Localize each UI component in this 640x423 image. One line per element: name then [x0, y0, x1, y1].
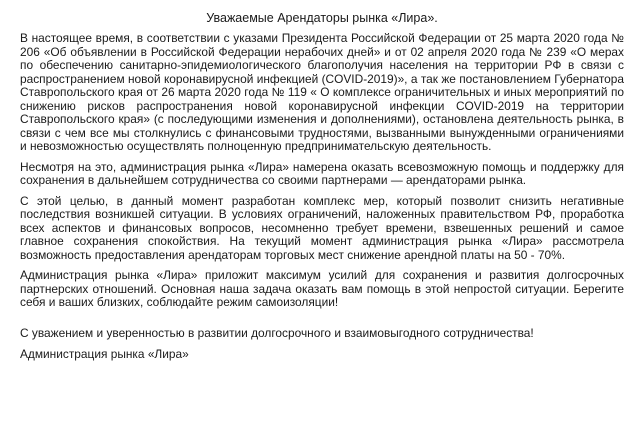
paragraph-rent-reduction: С этой целью, в данный момент разработан комплекс мер, который позволит снизить негативные последствия возникшей ситуации. В условиях ограничений, наложенных правительством РФ, проработка всех аспектов и финансовых вопросов, несомненно требует времени, взвешенных решений и самое главное сохранения спокойствия. На текущий момент администрация рынка «Лира» рассмотрела возможность предоставления арендаторам торговых мест снижение арендной платы на 50 - 70%. [20, 193, 624, 262]
signature-line: Администрация рынка «Лира» [20, 347, 189, 361]
paragraph-partnership: Администрация рынка «Лира» приложит максимум усилий для сохранения и развития долгосрочных партнерских отношений. Основная наша задача оказать вам помощь в этой непростой ситуации. Берегите себя и ваших близких, соблюдайте режим самоизоляции! [20, 268, 624, 309]
spacer [20, 317, 624, 327]
paragraph-covid-measures: В настоящее время, в соответствии с указами Президента Российской Федерации от 25 марта 2020 года № 206 «Об объявлении в Российской Федерации нерабочих дней» и от 02 апреля 2020 года № 239 «О мерах по обеспечению санитарно-эпидемиологического благополучия населения на территории РФ в связи с распространением новой коронавирусной инфекцией (COVID-2019)», а так же постановлением Губернатора Ставропольского края от 26 марта 2020 года № 119 « О комплексе ограничительных и иных мероприятий по снижению рисков распространения новой коронавирусной инфекции COVID-2019 на территории Ставропольского края» (с последующими изменения и дополнениями), остановлена деятельность рынка, в связи с чем все мы столкнулись с финансовыми трудностями, вызванными вынужденными ограничениями и невозможностью осуществлять полноценную предпринимательскую деятельность. [20, 31, 624, 153]
closing-line: С уважением и уверенностью в развитии долгосрочного и взаимовыгодного сотрудничества! [20, 325, 534, 340]
paragraph-support-intent: Несмотря на это, администрация рынка «Лира» намерена оказать всевозможную помощь и поддержку для сохранения в дальнейшем сотрудничества со своими партнерами — арендаторами рынка. [20, 159, 624, 187]
document-title: Уважаемые Арендаторы рынка «Лира». [206, 11, 438, 25]
